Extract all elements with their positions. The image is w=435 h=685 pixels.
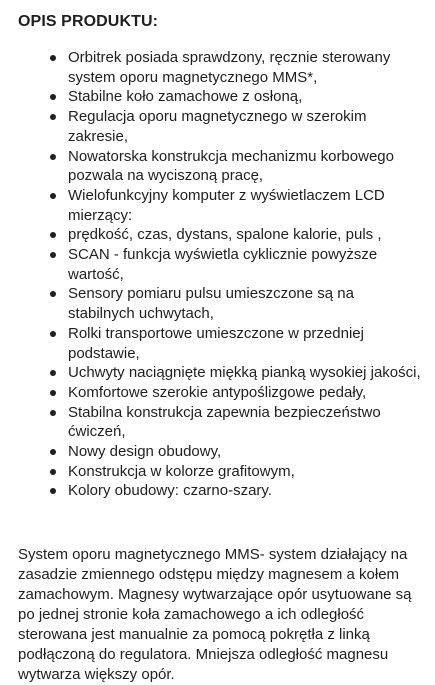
feature-item: Stabilna konstrukcja zapewnia bezpieczeństwo ćwiczeń, [50, 403, 423, 442]
feature-item: Sensory pomiaru pulsu umieszczone są na stabilnych uchwytach, [50, 284, 423, 323]
section-heading: OPIS PRODUKTU: [18, 13, 159, 30]
feature-item: Komfortowe szerokie antypoślizgowe pedały, [50, 383, 423, 403]
feature-item: Regulacja oporu magnetycznego w szerokim zakresie, [50, 107, 423, 146]
feature-item: Wielofunkcyjny komputer z wyświetlaczem LCD mierzący: [50, 186, 423, 225]
feature-item: Uchwyty naciągnięte miękką pianką wysokiej jakości, [50, 363, 423, 383]
feature-item: Konstrukcja w kolorze grafitowym, [50, 462, 423, 482]
feature-item: Rolki transportowe umieszczone w przedniej podstawie, [50, 324, 423, 363]
feature-list [18, 48, 423, 501]
description-paragraph: System oporu magnetycznego MMS- system działający na zasadzie zmiennego odstępu między magnesem a kołem zamachowym. Magnesy wytwarzające opór usytuowane są po jednej stronie koła zamachowego a ich odległość sterowana jest manualnie za pomocą pokrętła z linką podłączoną do regulatora. Mniejsza odległość magnesu wytwarza większy opór. [18, 546, 412, 684]
feature-item: Stabilne koło zamachowe z osłoną, [50, 87, 423, 107]
feature-item: SCAN - funkcja wyświetla cyklicznie powyższe wartość, [50, 245, 423, 284]
feature-item: Orbitrek posiada sprawdzony, ręcznie sterowany system oporu magnetycznego MMS*, [50, 48, 423, 87]
feature-item: Nowy design obudowy, [50, 442, 423, 462]
feature-item: Nowatorska konstrukcja mechanizmu korbowego pozwala na wyciszoną pracę, [50, 147, 423, 186]
feature-item: Kolory obudowy: czarno-szary. [50, 481, 423, 501]
feature-item: prędkość, czas, dystans, spalone kalorie, puls , [50, 225, 423, 245]
section-spacer [18, 501, 423, 545]
